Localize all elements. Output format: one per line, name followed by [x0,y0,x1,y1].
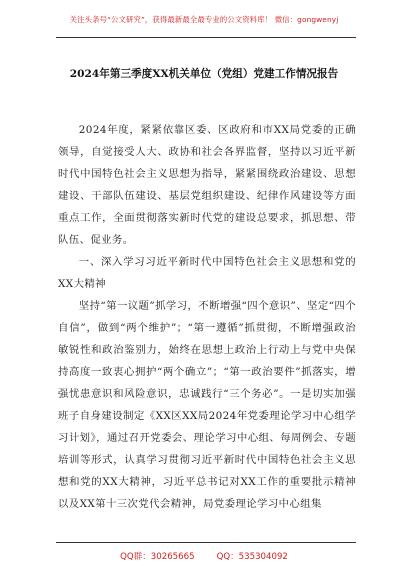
paragraph-intro: 2024年度，紧紧依靠区委、区政府和市XX局党委的正确领导，自觉接受人大、政协和社会各界监督，坚持以习近平新时代中国特色社会主义思想为指导，紧紧围绕政治建设、思想建设、干部队伍建设、基层党组织建设、纪律作风建设等方面重点工作，全面贯彻落实新时代党的建设总要求，抓思想、带队伍、促业务。 [58,124,356,246]
header-banner: 关注头条号“公文研究”，获得最新最全最专业的公文资料库！ 微信：gongwenyj [69,15,339,24]
document-body [58,119,356,515]
footer-qq: QQ：535304092 [216,552,288,562]
section-heading: 一、深入学习习近平新时代中国特色社会主义思想和党的XX大精神 [58,256,356,290]
footer-divider [56,542,356,543]
header-divider [56,37,356,38]
footer-qq-group: QQ群：30265665 [120,552,195,562]
document-title: 2024年第三季度XX机关单位（党组）党建工作情况报告 [69,68,339,80]
footer [0,550,408,562]
paragraph-study: 坚持“第一议题”抓学习，不断增强“四个意识”、坚定“四个自信”，做到“两个维护”；“第一遵循”抓贯彻，不断增强政治敏锐性和政治鉴别力，始终在思想上政治上行动上与党中央保持高度一致衷心拥护“两个确立”；“第一政治要件”抓落实，增强忧患意识和风险意识，忠诚践行“三个务必”。一是切实加强班子自身建设制定《XX区XX局2024年党委理论学习中心组学习计划》，通过召开党委会、理论学习中心组、每周例会、专题培训等形式，认真学习贯彻习近平新时代中国特色社会主义思想和党的XX大精神，习近平总书记对XX工作的重要批示精神以及XX第十三次党代会精神，局党委理论学习中心组集 [58,300,356,510]
